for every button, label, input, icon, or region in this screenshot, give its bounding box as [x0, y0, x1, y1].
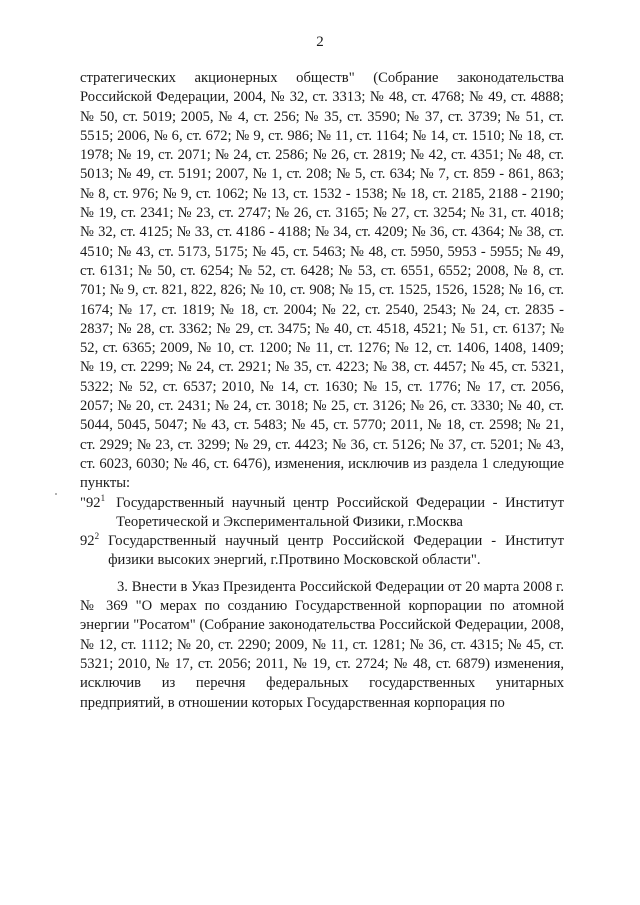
page-number: 2	[316, 34, 324, 50]
item-text: Государственный научный центр Российской Федерации - Институт Теоретической и Экспериментальной Физики, г.Москва	[116, 494, 564, 530]
paragraph-intro: стратегических акционерных обществ" (Собрание законодательства Российской Федерации, 2004, № 32, ст. 3313; № 48, ст. 4768; № 49, ст. 4888; № 50, ст. 5019; 2005, № 4, ст. 256; № 35, ст. 3590; № 37, ст. 3739; № 51, ст. 5515; 2006, № 6, ст. 672; № 9, ст. 986; № 11, ст. 1164; № 14, ст. 1510; № 18, ст. 1978; № 19, ст. 2071; № 24, ст. 2586; № 26, ст. 2819; № 42, ст. 4351; № 48, ст. 5013; № 49, ст. 5191; 2007, № 1, ст. 208; № 5, ст. 634; № 7, ст. 859 - 861, 863; № 8, ст. 976; № 9, ст. 1062; № 13, ст. 1532 - 1538; № 18, ст. 2185, 2188 - 2190; № 19, ст. 2341; № 23, ст. 2747; № 26, ст. 3165; № 27, ст. 3254; № 31, ст. 4018; № 32, ст. 4125; № 33, ст. 4186 - 4188; № 34, ст. 4209; № 36, ст. 4364; № 38, ст. 4510; № 43, ст. 5173, 5175; № 45, ст. 5463; № 48, ст. 5950, 5953 - 5955; № 49, ст. 6131; № 50, ст. 6254; № 52, ст. 6428; № 53, ст. 6551, 6552; 2008, № 8, ст. 701; № 9, ст. 821, 822, 826; № 10, ст. 908; № 15, ст. 1525, 1526, 1528; № 16, ст. 1674; № 17, ст. 1819; № 18, ст. 2004; № 22, ст. 2540, 2543; № 24, ст. 2835 - 2837; № 28, ст. 3362; № 29, ст. 3475; № 40, ст. 4518, 4521; № 51, ст. 6137; № 52, ст. 6365; 2009, № 10, ст. 1200; № 11, ст. 1276; № 12, ст. 1406, 1408, 1409; № 19, ст. 2299; № 24, ст. 2921; № 35, ст. 4223; № 38, ст. 4457; № 45, ст. 5321, 5322; № 52, ст. 6537; 2010, № 14, ст. 1630; № 15, ст. 1776; № 17, ст. 2056, 2057; № 20, ст. 2431; № 24, ст. 3018; № 25, ст. 3126; № 26, ст. 3330; № 40, ст. 5044, 5045, 5047; № 43, ст. 5483; № 45, ст. 5770; 2011, № 18, ст. 2598; № 21, ст. 2929; № 23, ст. 3299; № 29, ст. 4423; № 36, ст. 5126; № 37, ст. 5201; № 43, ст. 6023, 6030; № 46, ст. 6476), изменения, исключив из раздела 1 следующие пункты:	[80, 70, 564, 492]
item-text: Государственный научный центр Российской Федерации - Институт физики высоких энергий, г.Протвино Московской области".	[108, 533, 564, 569]
item-number: $92^2$	[80, 531, 100, 550]
list-item-92-1	[80, 494, 564, 533]
paragraph-3: 3. Внести в Указ Президента Российской Федерации от 20 марта 2008 г. № 369 "О мерах по созданию Государственной корпорации по атомной энергии "Росатом" (Собрание законодательства Российской Федерации, 2008, № 12, ст. 1112; № 20, ст. 2290; 2009, № 11, ст. 1281; № 36, ст. 4315; № 45, ст. 5321; 2010, № 17, ст. 2056; 2011, № 19, ст. 2724; № 48, ст. 6879) изменения, исключив из перечня федеральных государственных унитарных предприятий, в отношении которых Государственная корпорация по	[80, 578, 564, 711]
item-number: "$92^1$	[80, 492, 106, 511]
item-superscript: 1	[100, 492, 106, 503]
item-superscript: 2	[94, 531, 100, 542]
document-body	[80, 69, 564, 713]
list-item-92-2	[80, 532, 564, 571]
scan-artifact-dot	[55, 493, 57, 495]
